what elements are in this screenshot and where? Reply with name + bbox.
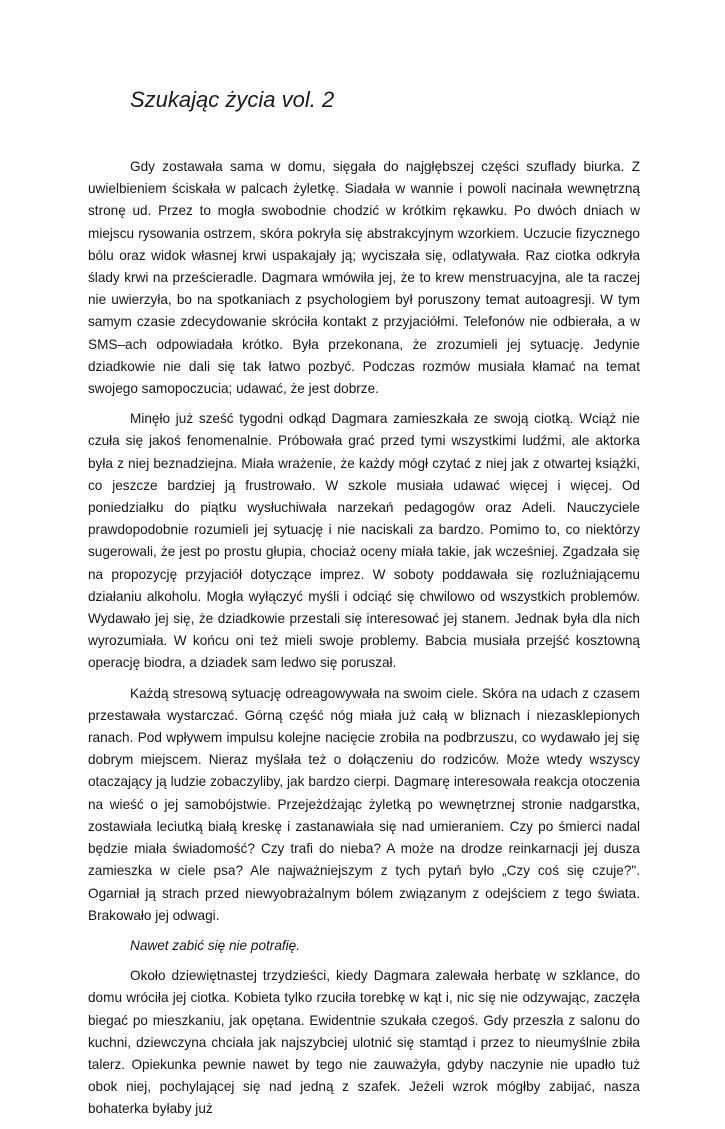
paragraph: Każdą stresową sytuację odreagowywała na swoim ciele. Skóra na udach z czasem przestawała wystarczać. Górną część nóg miała już całą w bliznach i niezasklepionych ranach. Pod wpływem impulsu kolejne nacięcie zrobiła na podbrzuszu, co wydawało jej się dobrym miejscem. Nieraz myślała też o dołączeniu do rodziców. Może wtedy wszyscy otaczający ją ludzie zobaczyliby, jak bardzo cierpi. Dagmarę interesowała reakcja otoczenia na wieść o jej samobójstwie. Przejeżdżając żyletką po wewnętrznej stronie nadgarstka, zostawiała leciutką białą kreskę i zastanawiała się nad umieraniem. Czy po śmierci nadal będzie miała świadomość? Czy trafi do nieba? A może na drodze reinkarnacji jej dusza zamieszka w ciele psa? Ale najważniejszym z tych pytań było „Czy coś się czuje?". Ogarniał ją strach przed niewyobrażalnym bólem związanym z odejściem z tego świata. Brakowało jej odwagi. — [88, 685, 640, 923]
document-body — [88, 156, 640, 1129]
paragraph: Minęło już sześć tygodni odkąd Dagmara zamieszkała ze swoją ciotką. Wciąż nie czuła się jakoś fenomenalnie. Próbowała grać przed tymi wszystkimi ludźmi, ale aktorka była z niej beznadziejna. Miała wrażenie, że każdy mógł czytać z niej jak z otwartej książki, co jeszcze bardziej ją frustrowało. W szkole musiała udawać więcej i więcej. Od poniedziałku do piątku wysłuchiwała narzekań pedagogów oraz Adeli. Nauczyciele prawdopodobnie rozumieli jej sytuację i nie naciskali za bardzo. Pomimo to, co niektórzy sugerowali, że jest po prostu głupia, chociaż oceny miała takie, jak wcześniej. Zgadzała się na propozycję przyjaciół dotyczące imprez. W soboty poddawała się rozluźniającemu działaniu alkoholu. Mogła wyłączyć myśli i odciąć się chwilowo od wszystkich problemów. Wydawało jej się, że dziadkowie przestali się interesować jej stanem. Jednak była dla nich wyrozumiała. W końcu oni też mieli swoje problemy. Babcia musiała przejść kosztowną operację biodra, a dziadek sam ledwo się poruszał. — [88, 411, 640, 671]
paragraph: Gdy zostawała sama w domu, sięgała do najgłębszej części szuflady biurka. Z uwielbieniem ściskała w palcach żyletkę. Siadała w wannie i powoli nacinała wewnętrzną stronę ud. Przez to mogła swobodnie chodzić w krótkim rękawku. Po dwóch dniach w miejscu rysowania ostrzem, skóra pokryła się abstrakcyjnym wzorkiem. Uczucie fizycznego bólu oraz widok własnej krwi uspakajały ją; wyciszała się, odlatywała. Raz ciotka odkryła ślady krwi na prześcieradle. Dagmara wmówiła jej, że to krew menstruacyjna, ale ta raczej nie uwierzyła, bo na spotkaniach z psychologiem był poruszony temat autoagresji. W tym samym czasie zdecydowanie skróciła kontakt z przyjaciółmi. Telefonów nie odbierała, a w SMS–ach odpowiadała krótko. Była przekonana, że zrozumieli jej sytuację. Jedynie dziadkowie nie dali się tak łatwo pozbyć. Podczas rozmów musiała kłamać na temat swojego samopoczucia; udawać, że jest dobrze. — [88, 159, 640, 397]
italic-thought-line: Nawet zabić się nie potrafię. — [130, 937, 301, 953]
paragraph: Około dziewiętnastej trzydzieści, kiedy Dagmara zalewała herbatę w szklance, do domu wróciła jej ciotka. Kobieta tylko rzuciła torebkę w kąt i, nic się nie odzywając, zaczęła biegać po mieszkaniu, jak opętana. Ewidentnie szukała czegoś. Gdy przeszła z salonu do kuchni, dziewczyna chciała jak najszybciej ulotnić się stamtąd i przez to nieumyślnie zbiła talerz. Opiekunka pewnie nawet by tego nie zauważyła, gdyby naczynie nie upadło tuż obok niej, pochylającej się nad jedną z szafek. Jeżeli wzrok mógłby zabijać, nasza bohaterka byłaby już — [88, 968, 640, 1117]
document-title: Szukając życia vol. 2 — [130, 87, 335, 112]
